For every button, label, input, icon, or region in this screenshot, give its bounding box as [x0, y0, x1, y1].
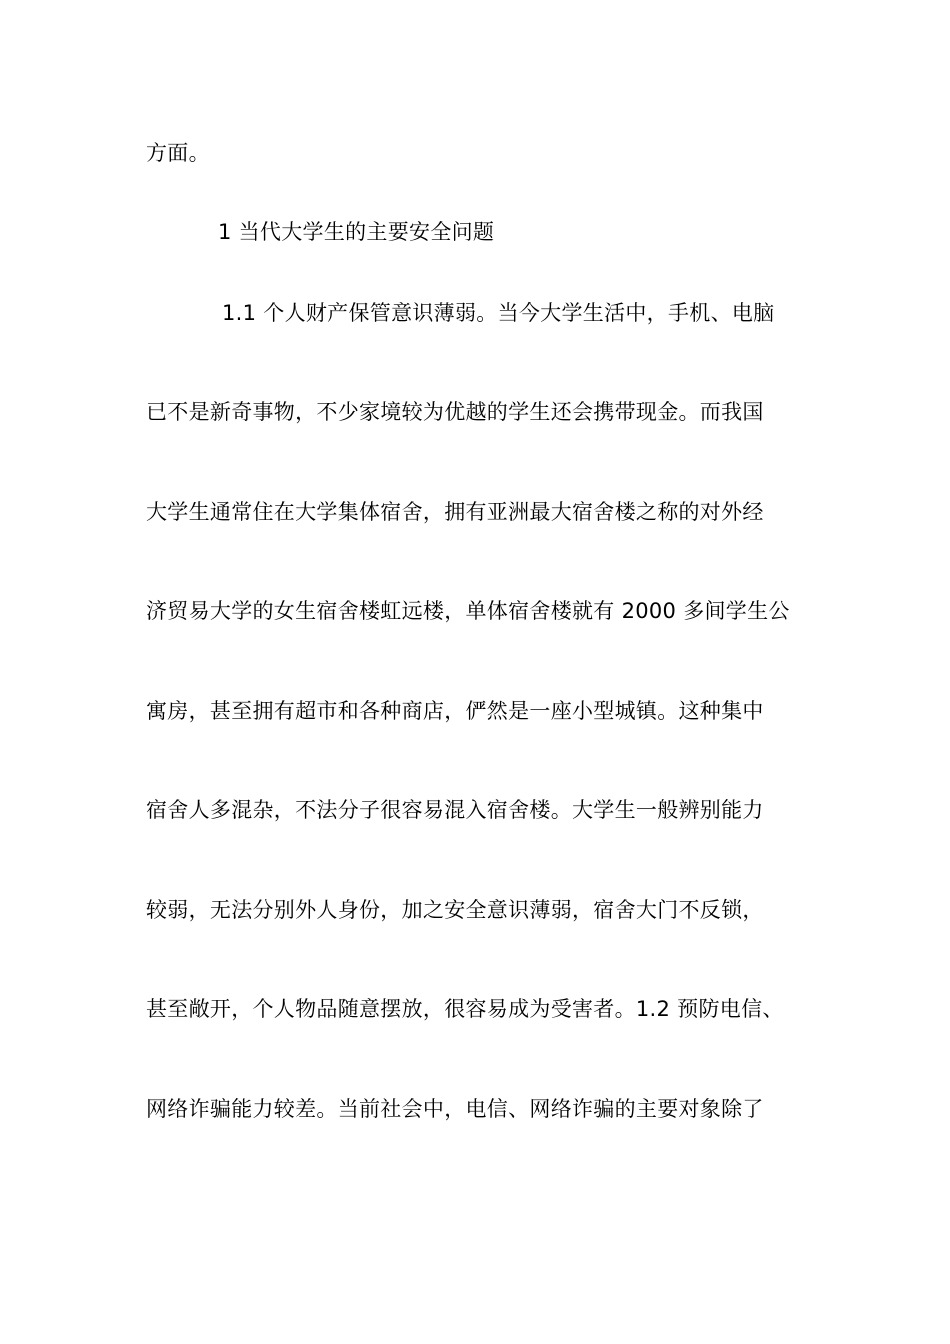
text-line: 甚至敞开，个人物品随意摆放，很容易成为受害者。1.2 预防电信、: [146, 997, 784, 1021]
text-line: 网络诈骗能力较差。当前社会中，电信、网络诈骗的主要对象除了: [146, 1097, 764, 1121]
text-line: 大学生通常住在大学集体宿舍，拥有亚洲最大宿舍楼之称的对外经: [146, 500, 764, 524]
text-line: 已不是新奇事物，不少家境较为优越的学生还会携带现金。而我国: [146, 400, 764, 424]
section-heading: 1 当代大学生的主要安全问题: [218, 220, 495, 244]
text-line: 宿舍人多混杂，不法分子很容易混入宿舍楼。大学生一般辨别能力: [146, 798, 764, 822]
text-line: 方面。: [146, 141, 210, 165]
text-line: 较弱，无法分别外人身份，加之安全意识薄弱，宿舍大门不反锁，: [146, 898, 764, 922]
text-line: 济贸易大学的女生宿舍楼虹远楼，单体宿舍楼就有 2000 多间学生公: [146, 599, 790, 623]
subsection-first-line: 1.1 个人财产保管意识薄弱。当今大学生活中，手机、电脑: [222, 301, 775, 325]
text-line: 寓房，甚至拥有超市和各种商店，俨然是一座小型城镇。这种集中: [146, 699, 764, 723]
